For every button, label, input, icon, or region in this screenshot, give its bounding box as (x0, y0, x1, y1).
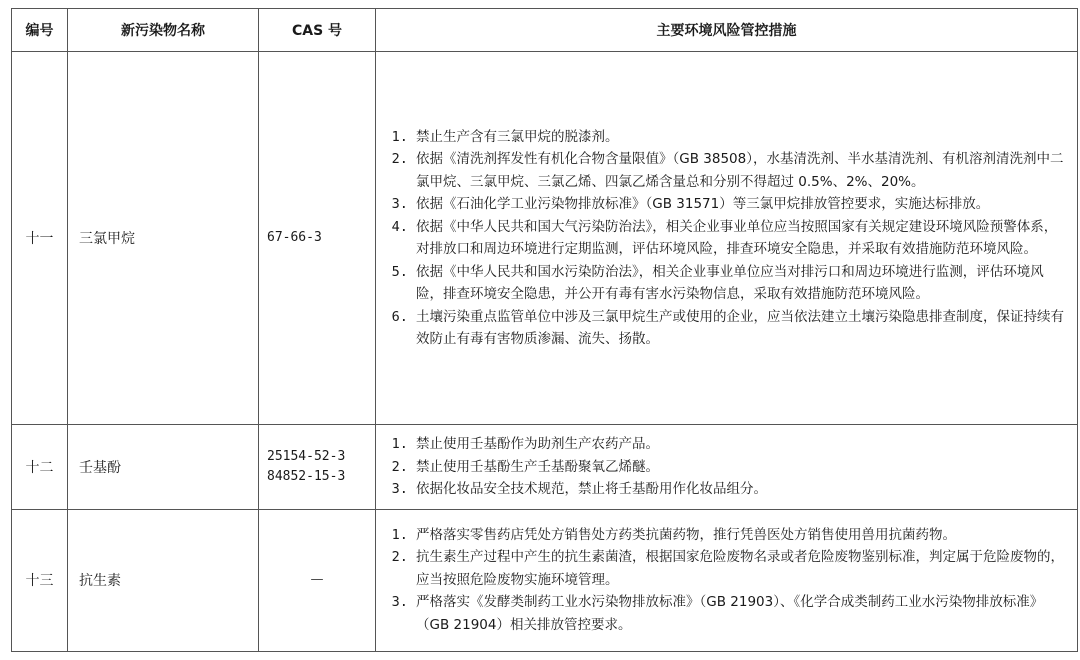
document-page (11, 8, 1078, 652)
cas-number-cell (259, 509, 376, 651)
measure-item: 1. 禁止生产含有三氯甲烷的脱漆剂。 (416, 126, 1069, 149)
measure-item: 1. 严格落实零售药店凭处方销售处方药类抗菌药物，推行凭兽医处方销售使用兽用抗菌药物。 (416, 524, 1069, 547)
pollutant-name: 抗生素 (68, 509, 259, 651)
table-row (12, 509, 1078, 651)
header-risk-measures: 主要环境风险管控措施 (376, 9, 1078, 52)
pollutant-name: 壬基酚 (68, 425, 259, 510)
pollutant-table (11, 8, 1078, 652)
measure-item: 3. 严格落实《发酵类制药工业水污染物排放标准》（GB 21903）、《化学合成类制药工业水污染物排放标准》（GB 21904）相关排放管控要求。 (416, 591, 1069, 636)
measure-item: 4. 依据《中华人民共和国大气污染防治法》，相关企业事业单位应当按照国家有关规定建设环境风险预警体系，对排放口和周边环境进行定期监测，评估环境风险，排查环境安全隐患，并采取有效措施防范环境风险。 (416, 216, 1069, 261)
measure-item: 2. 抗生素生产过程中产生的抗生素菌渣，根据国家危险废物名录或者危险废物鉴别标准，判定属于危险废物的，应当按照危险废物实施环境管理。 (416, 546, 1069, 591)
header-cas-number: CAS 号 (259, 9, 376, 52)
cas-number-cell (259, 52, 376, 425)
cas-number-cell (259, 425, 376, 510)
measure-item: 3. 依据《石油化学工业污染物排放标准》（GB 31571）等三氯甲烷排放管控要求，实施达标排放。 (416, 193, 1069, 216)
measures-list (392, 433, 1069, 501)
measures-cell (376, 52, 1078, 425)
table-row (12, 425, 1078, 510)
cas-number: 25154-52-3 (267, 448, 346, 464)
measures-cell (376, 425, 1078, 510)
measures-list (392, 126, 1069, 351)
cas-number: 67-66-3 (267, 230, 322, 245)
measure-item: 6. 土壤污染重点监管单位中涉及三氯甲烷生产或使用的企业，应当依法建立土壤污染隐患排查制度，保证持续有效防止有毒有害物质渗漏、流失、扬散。 (416, 306, 1069, 351)
table-row (12, 52, 1078, 425)
measure-item: 2. 禁止使用壬基酚生产壬基酚聚氧乙烯醚。 (416, 456, 1069, 479)
header-number: 编号 (12, 9, 68, 52)
cas-number: — (310, 572, 324, 587)
pollutant-name: 三氯甲烷 (68, 52, 259, 425)
measure-item: 5. 依据《中华人民共和国水污染防治法》，相关企业事业单位应当对排污口和周边环境进行监测，评估环境风险，排查环境安全隐患，并公开有毒有害水污染物信息，采取有效措施防范环境风险。 (416, 261, 1069, 306)
row-number: 十一 (12, 52, 68, 425)
measure-item: 3. 依据化妆品安全技术规范，禁止将壬基酚用作化妆品组分。 (416, 478, 1069, 501)
measure-item: 2. 依据《清洗剂挥发性有机化合物含量限值》（GB 38508），水基清洗剂、半水基清洗剂、有机溶剂清洗剂中二氯甲烷、三氯甲烷、三氯乙烯、四氯乙烯含量总和分别不得超过 0.5%、2%、20%。 (416, 148, 1069, 193)
row-number: 十三 (12, 509, 68, 651)
table-header-row (12, 9, 1078, 52)
measure-item: 1. 禁止使用壬基酚作为助剂生产农药产品。 (416, 433, 1069, 456)
row-number: 十二 (12, 425, 68, 510)
measures-list (392, 524, 1069, 637)
header-pollutant-name: 新污染物名称 (68, 9, 259, 52)
measures-cell (376, 509, 1078, 651)
cas-number: 84852-15-3 (267, 468, 346, 484)
